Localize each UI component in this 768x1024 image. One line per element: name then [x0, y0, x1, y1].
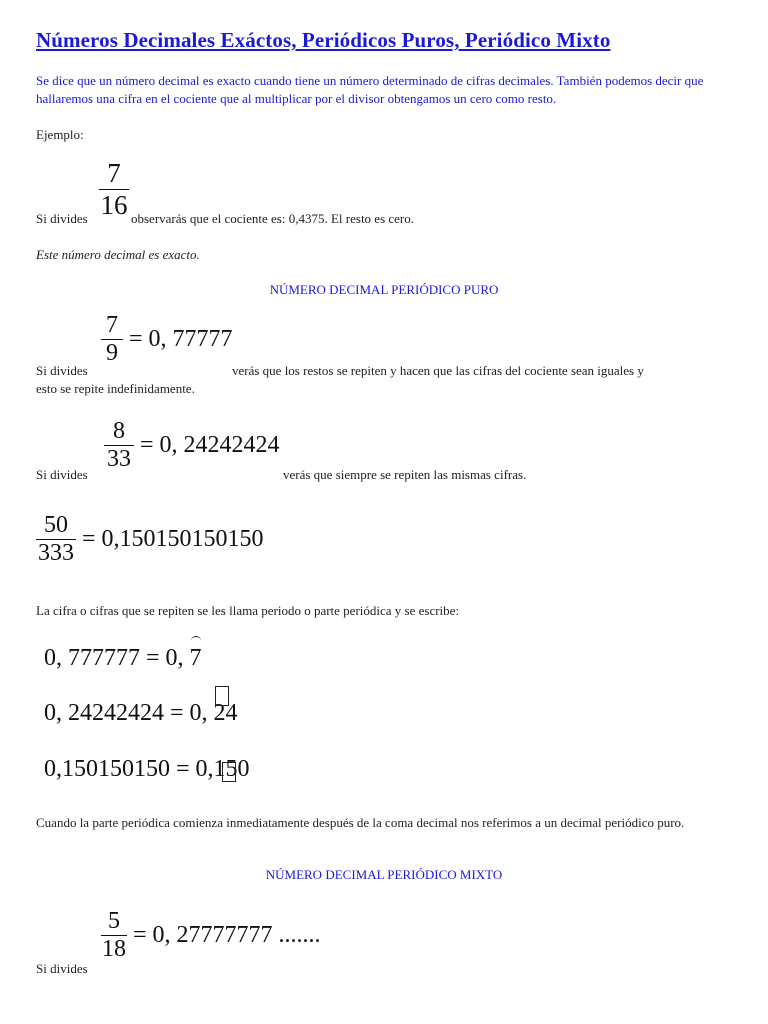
repeating-digit-text: 2 [213, 700, 226, 726]
intro-paragraph: Se dice que un número decimal es exacto cuando tiene un número determinado de cifras decimales. También podemos decir que hallaremos una cifra en el cociente que al multiplicar por el divisor obtengamos un cero como resto. [36, 73, 704, 106]
notation-line-1 [44, 645, 202, 672]
period-explanation: La cifra o cifras que se repiten se les llama periodo o parte periódica y se escribe: [36, 603, 460, 618]
section-heading-puro: NÚMERO DECIMAL PERIÓDICO PURO [269, 282, 499, 297]
fraction-7-16 [99, 158, 129, 221]
fraction-denominator: 18 [102, 936, 126, 963]
fraction-numerator: 50 [44, 512, 68, 538]
notation-lhs: 0, 777777 = 0, [44, 645, 190, 671]
repeating-digit-text: 7 [189, 645, 202, 671]
puro-closing: Cuando la parte periódica comienza inmediatamente después de la coma decimal nos referimos a un decimal periódico puro. [36, 815, 685, 830]
ex1-text-line2: esto se repite indefinidamente. [36, 381, 195, 396]
equation-result: = 0,150150150150 [82, 526, 264, 553]
fraction-denominator: 16 [100, 190, 128, 221]
si-divides-label-1: Si divides [36, 363, 88, 378]
fraction-50-333 [36, 512, 76, 567]
si-divides-label-exact: Si divides [36, 211, 88, 226]
notation-line-2 [44, 700, 238, 727]
missing-glyph-box [215, 686, 229, 706]
notation-tail: 4 [225, 700, 238, 726]
notation-tail: 50 [225, 756, 250, 782]
fraction-numerator: 8 [113, 418, 125, 444]
ex1-text-line1: verás que los restos se repiten y hacen que las cifras del cociente sean iguales y [232, 363, 644, 378]
equation-5-18 [101, 908, 321, 963]
equation-result: = 0, 27777777 ....... [133, 922, 321, 949]
missing-glyph-box [222, 762, 236, 782]
fraction-7-9 [101, 312, 123, 367]
repeating-digit [214, 700, 226, 727]
notation-lhs: 0,150150150 = 0,1 [44, 756, 226, 782]
fraction-numerator: 5 [108, 908, 120, 934]
equation-50-333 [36, 512, 264, 567]
fraction-denominator: 333 [38, 540, 74, 567]
equation-result: = 0, 24242424 [140, 432, 280, 459]
period-arc-mark [191, 636, 201, 645]
fraction-denominator: 33 [107, 446, 131, 473]
fraction-numerator: 7 [106, 312, 118, 338]
exact-conclusion: Este número decimal es exacto. [36, 247, 200, 262]
equation-8-33 [104, 418, 280, 473]
ex2-text: verás que siempre se repiten las mismas cifras. [283, 467, 527, 482]
ejemplo-label: Ejemplo: [36, 127, 84, 142]
section-heading-mixto: NÚMERO DECIMAL PERIÓDICO MIXTO [265, 867, 503, 882]
fraction-numerator: 7 [107, 158, 121, 188]
equation-result: = 0, 77777 [129, 326, 233, 353]
equation-7-9 [101, 312, 233, 367]
repeating-digit [190, 645, 202, 672]
si-divides-label-2: Si divides [36, 467, 88, 482]
si-divides-label-mixto: Si divides [36, 961, 88, 976]
fraction-5-18 [101, 908, 127, 963]
notation-line-3 [44, 756, 250, 783]
notation-lhs: 0, 24242424 = 0, [44, 700, 214, 726]
fraction-denominator: 9 [106, 340, 118, 367]
exact-explanation: observarás que el cociente es: 0,4375. El resto es cero. [131, 211, 415, 226]
fraction-8-33 [104, 418, 134, 473]
page-title[interactable]: Números Decimales Exáctos, Periódicos Puros, Periódico Mixto [36, 28, 611, 52]
